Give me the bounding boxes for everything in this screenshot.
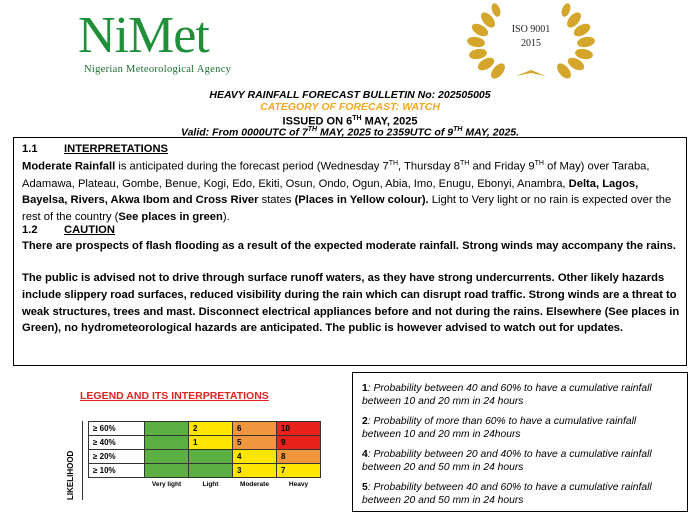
likelihood-label: ≥ 60%: [89, 422, 145, 436]
risk-cell: [189, 464, 233, 478]
issued-date: ISSUED ON 6TH MAY, 2025: [282, 115, 418, 128]
iso-standard-label: ISO 9001: [511, 24, 551, 35]
risk-cell: 8: [277, 450, 321, 464]
probability-item: 1: Probability between 40 and 60% to have a cumulative rainfall between 10 and 20 mm in 24 hours: [362, 383, 652, 407]
risk-cell: 4: [233, 450, 277, 464]
iso-year-label: 2015: [521, 38, 541, 49]
risk-cell: [145, 450, 189, 464]
risk-cell: 7: [277, 464, 321, 478]
nimet-logo: [78, 8, 278, 78]
validity-period: Valid: From 0000UTC of 7TH MAY, 2025 to 2359UTC of 9TH MAY, 2025.: [180, 126, 520, 139]
probability-item: 4: Probability between 20 and 40% to have a cumulative rainfall between 20 and 50 mm in 24 hours: [362, 449, 652, 473]
risk-cell: [145, 422, 189, 436]
probability-item: 2: Probability of more than 60% to have a cumulative rainfall between 10 and 20 mm in 24hours: [362, 416, 637, 440]
likelihood-label: ≥ 40%: [89, 436, 145, 450]
caution-paragraph-2: The public is advised not to drive through surface runoff waters, as they have strong undercurrents. Other likely hazards include slippery road surfaces, reduced visibility during the rain which can disrupt road traffic. Strong winds are a threat to weak structures, trees and mast. Disconnect electrical appliances before and not during the rains. Elsewhere (See places in Green), no hydrometeorological hazards are anticipated. The public is however advised to watch out for updates.: [22, 272, 680, 335]
risk-cell: 10: [277, 422, 321, 436]
intensity-label: Light: [189, 478, 233, 492]
risk-cell: 6: [233, 422, 277, 436]
probability-item: 5: Probability between 40 and 60% to have a cumulative rainfall between 20 and 50 mm in 24 hours: [362, 482, 652, 506]
risk-cell: [189, 450, 233, 464]
forecast-category: CATEGORY OF FORECAST: WATCH: [260, 101, 440, 113]
likelihood-label: ≥ 10%: [89, 464, 145, 478]
risk-row: [89, 464, 321, 478]
likelihood-label: ≥ 20%: [89, 450, 145, 464]
risk-matrix: [88, 421, 321, 492]
intensity-label: Very light: [145, 478, 189, 492]
interpretation-paragraph: Moderate Rainfall is anticipated during the forecast period (Wednesday 7TH, Thursday 8TH and Friday 9TH of May) over Taraba, Adamawa, Plateau, Gombe, Benue, Kogi, Edo, Ekiti, Osun, Ondo, Ogun, Abia, Imo, Enugu, Ebonyi, Anambra, Delta, Lagos, Bayelsa, Rivers, Akwa Ibom and Cross River states (Places in Yellow colour). Light to Very light or no rain is expected over the rest of the country (See places in green).: [22, 160, 672, 224]
logo-subtitle: Nigerian Meteorological Agency: [84, 64, 232, 75]
risk-row: [89, 436, 321, 450]
risk-cell: [145, 464, 189, 478]
risk-row: [89, 422, 321, 436]
likelihood-axis-line: [82, 421, 83, 500]
risk-cell: 3: [233, 464, 277, 478]
risk-cell: 9: [277, 436, 321, 450]
legend-title: LEGEND AND ITS INTERPRETATIONS: [80, 390, 269, 402]
intensity-label: Moderate: [233, 478, 277, 492]
logo-wordmark: NiMet: [78, 7, 209, 64]
likelihood-axis-label: LIKELIHOOD: [66, 450, 75, 500]
risk-cell: [145, 436, 189, 450]
risk-row: [89, 450, 321, 464]
intensity-label: Heavy: [277, 478, 321, 492]
section-heading-caution: 1.2 CAUTION: [22, 224, 115, 236]
risk-cell: 1: [189, 436, 233, 450]
risk-cell: 2: [189, 422, 233, 436]
caution-paragraph-1: There are prospects of flash flooding as a result of the expected moderate rainfall. Strong winds may accompany the rains.: [22, 240, 677, 252]
section-heading-interpretations: 1.1 INTERPRETATIONS: [22, 143, 169, 155]
intensity-axis-row: [89, 478, 321, 492]
risk-cell: 5: [233, 436, 277, 450]
iso-badge: [456, 0, 606, 80]
bulletin-number: HEAVY RAINFALL FORECAST BULLETIN No: 202505005: [209, 89, 491, 101]
